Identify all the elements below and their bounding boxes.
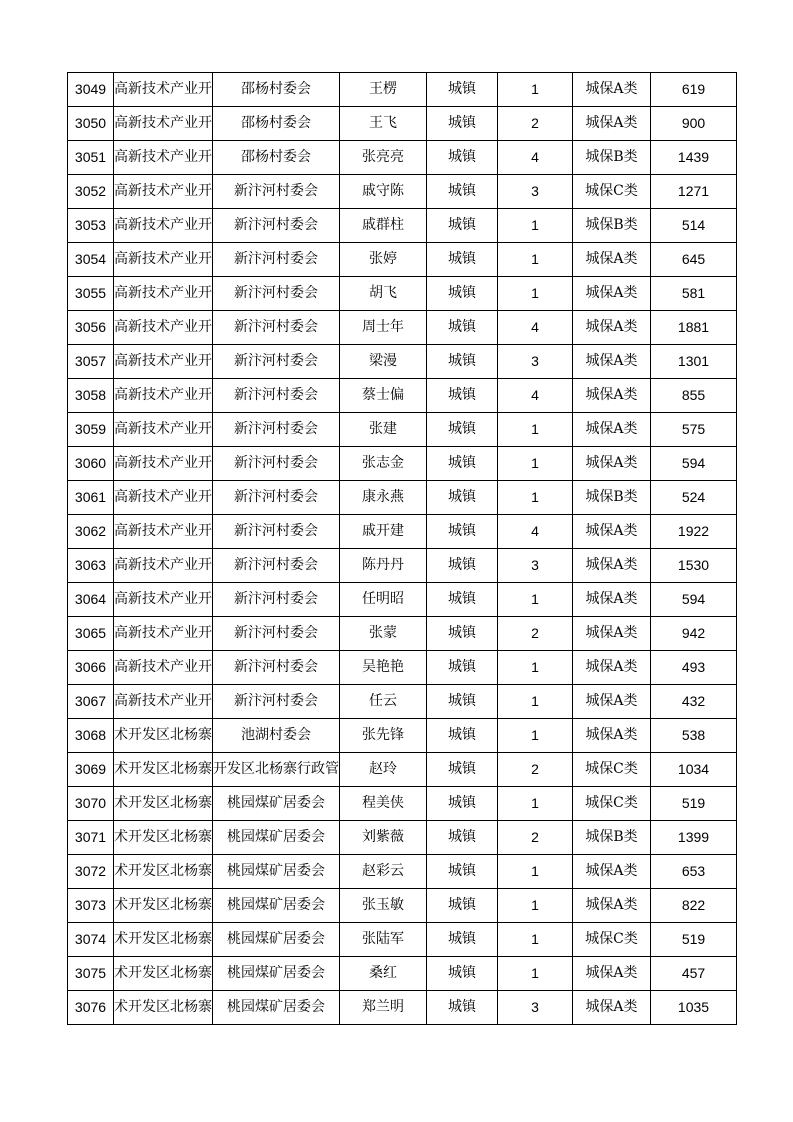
persons-cell: 1 bbox=[498, 685, 573, 719]
village-cell: 新汴河村委会 bbox=[213, 277, 340, 311]
area-cell: 术开发区北杨寨 bbox=[114, 957, 213, 991]
table-row bbox=[68, 345, 737, 379]
table-row bbox=[68, 821, 737, 855]
category-cell: 城保A类 bbox=[573, 889, 651, 923]
name-cell: 赵彩云 bbox=[340, 855, 427, 889]
persons-cell: 1 bbox=[498, 209, 573, 243]
area-cell: 高新技术产业开 bbox=[114, 651, 213, 685]
table-row bbox=[68, 549, 737, 583]
village-cell: 新汴河村委会 bbox=[213, 345, 340, 379]
amount-cell: 653 bbox=[651, 855, 737, 889]
persons-cell: 1 bbox=[498, 73, 573, 107]
type-cell: 城镇 bbox=[427, 515, 498, 549]
amount-cell: 1271 bbox=[651, 175, 737, 209]
persons-cell: 2 bbox=[498, 107, 573, 141]
category-cell: 城保A类 bbox=[573, 413, 651, 447]
table-row bbox=[68, 617, 737, 651]
persons-cell: 2 bbox=[498, 753, 573, 787]
type-cell: 城镇 bbox=[427, 957, 498, 991]
type-cell: 城镇 bbox=[427, 73, 498, 107]
village-cell: 桃园煤矿居委会 bbox=[213, 855, 340, 889]
area-cell: 术开发区北杨寨 bbox=[114, 753, 213, 787]
amount-cell: 514 bbox=[651, 209, 737, 243]
name-cell: 吴艳艳 bbox=[340, 651, 427, 685]
table-row bbox=[68, 243, 737, 277]
category-cell: 城保A类 bbox=[573, 243, 651, 277]
seq-cell: 3050 bbox=[68, 107, 114, 141]
name-cell: 周士年 bbox=[340, 311, 427, 345]
type-cell: 城镇 bbox=[427, 175, 498, 209]
persons-cell: 1 bbox=[498, 719, 573, 753]
seq-cell: 3049 bbox=[68, 73, 114, 107]
amount-cell: 619 bbox=[651, 73, 737, 107]
persons-cell: 1 bbox=[498, 787, 573, 821]
area-cell: 术开发区北杨寨 bbox=[114, 855, 213, 889]
category-cell: 城保A类 bbox=[573, 73, 651, 107]
village-cell: 新汴河村委会 bbox=[213, 685, 340, 719]
category-cell: 城保A类 bbox=[573, 311, 651, 345]
amount-cell: 538 bbox=[651, 719, 737, 753]
table-row bbox=[68, 991, 737, 1025]
type-cell: 城镇 bbox=[427, 447, 498, 481]
persons-cell: 3 bbox=[498, 345, 573, 379]
area-cell: 高新技术产业开 bbox=[114, 617, 213, 651]
category-cell: 城保A类 bbox=[573, 719, 651, 753]
village-cell: 新汴河村委会 bbox=[213, 549, 340, 583]
area-cell: 高新技术产业开 bbox=[114, 141, 213, 175]
area-cell: 术开发区北杨寨 bbox=[114, 821, 213, 855]
table-row bbox=[68, 889, 737, 923]
category-cell: 城保B类 bbox=[573, 209, 651, 243]
table-row bbox=[68, 73, 737, 107]
type-cell: 城镇 bbox=[427, 379, 498, 413]
name-cell: 康永燕 bbox=[340, 481, 427, 515]
name-cell: 王飞 bbox=[340, 107, 427, 141]
seq-cell: 3055 bbox=[68, 277, 114, 311]
persons-cell: 1 bbox=[498, 413, 573, 447]
table-row bbox=[68, 787, 737, 821]
area-cell: 高新技术产业开 bbox=[114, 277, 213, 311]
amount-cell: 594 bbox=[651, 583, 737, 617]
persons-cell: 1 bbox=[498, 651, 573, 685]
seq-cell: 3054 bbox=[68, 243, 114, 277]
table-row bbox=[68, 447, 737, 481]
amount-cell: 900 bbox=[651, 107, 737, 141]
name-cell: 任云 bbox=[340, 685, 427, 719]
type-cell: 城镇 bbox=[427, 651, 498, 685]
seq-cell: 3067 bbox=[68, 685, 114, 719]
table-row bbox=[68, 923, 737, 957]
type-cell: 城镇 bbox=[427, 753, 498, 787]
category-cell: 城保A类 bbox=[573, 549, 651, 583]
seq-cell: 3051 bbox=[68, 141, 114, 175]
village-cell: 新汴河村委会 bbox=[213, 515, 340, 549]
seq-cell: 3057 bbox=[68, 345, 114, 379]
seq-cell: 3052 bbox=[68, 175, 114, 209]
persons-cell: 1 bbox=[498, 923, 573, 957]
category-cell: 城保C类 bbox=[573, 923, 651, 957]
type-cell: 城镇 bbox=[427, 719, 498, 753]
table-row bbox=[68, 311, 737, 345]
village-cell: 桃园煤矿居委会 bbox=[213, 991, 340, 1025]
table-row bbox=[68, 481, 737, 515]
persons-cell: 2 bbox=[498, 617, 573, 651]
persons-cell: 2 bbox=[498, 821, 573, 855]
name-cell: 张陆军 bbox=[340, 923, 427, 957]
category-cell: 城保A类 bbox=[573, 515, 651, 549]
amount-cell: 1922 bbox=[651, 515, 737, 549]
amount-cell: 1530 bbox=[651, 549, 737, 583]
category-cell: 城保A类 bbox=[573, 277, 651, 311]
area-cell: 高新技术产业开 bbox=[114, 515, 213, 549]
name-cell: 戚群柱 bbox=[340, 209, 427, 243]
persons-cell: 3 bbox=[498, 549, 573, 583]
table-row bbox=[68, 651, 737, 685]
category-cell: 城保C类 bbox=[573, 175, 651, 209]
village-cell: 新汴河村委会 bbox=[213, 243, 340, 277]
village-cell: 开发区北杨寨行政管 bbox=[213, 753, 340, 787]
village-cell: 桃园煤矿居委会 bbox=[213, 889, 340, 923]
seq-cell: 3072 bbox=[68, 855, 114, 889]
persons-cell: 1 bbox=[498, 447, 573, 481]
name-cell: 张先锋 bbox=[340, 719, 427, 753]
seq-cell: 3075 bbox=[68, 957, 114, 991]
type-cell: 城镇 bbox=[427, 141, 498, 175]
type-cell: 城镇 bbox=[427, 821, 498, 855]
name-cell: 任明昭 bbox=[340, 583, 427, 617]
village-cell: 邵杨村委会 bbox=[213, 107, 340, 141]
village-cell: 邵杨村委会 bbox=[213, 141, 340, 175]
type-cell: 城镇 bbox=[427, 481, 498, 515]
data-table bbox=[67, 72, 737, 1025]
type-cell: 城镇 bbox=[427, 345, 498, 379]
village-cell: 新汴河村委会 bbox=[213, 209, 340, 243]
village-cell: 新汴河村委会 bbox=[213, 583, 340, 617]
seq-cell: 3053 bbox=[68, 209, 114, 243]
seq-cell: 3071 bbox=[68, 821, 114, 855]
amount-cell: 1035 bbox=[651, 991, 737, 1025]
category-cell: 城保A类 bbox=[573, 957, 651, 991]
category-cell: 城保B类 bbox=[573, 481, 651, 515]
persons-cell: 4 bbox=[498, 379, 573, 413]
amount-cell: 1301 bbox=[651, 345, 737, 379]
type-cell: 城镇 bbox=[427, 549, 498, 583]
type-cell: 城镇 bbox=[427, 923, 498, 957]
seq-cell: 3064 bbox=[68, 583, 114, 617]
seq-cell: 3066 bbox=[68, 651, 114, 685]
seq-cell: 3074 bbox=[68, 923, 114, 957]
amount-cell: 575 bbox=[651, 413, 737, 447]
table-row bbox=[68, 685, 737, 719]
table-row bbox=[68, 719, 737, 753]
amount-cell: 594 bbox=[651, 447, 737, 481]
name-cell: 郑兰明 bbox=[340, 991, 427, 1025]
name-cell: 张志金 bbox=[340, 447, 427, 481]
table-row bbox=[68, 141, 737, 175]
table-row bbox=[68, 107, 737, 141]
name-cell: 张玉敏 bbox=[340, 889, 427, 923]
area-cell: 术开发区北杨寨 bbox=[114, 719, 213, 753]
persons-cell: 4 bbox=[498, 515, 573, 549]
name-cell: 桑红 bbox=[340, 957, 427, 991]
name-cell: 赵玲 bbox=[340, 753, 427, 787]
area-cell: 高新技术产业开 bbox=[114, 413, 213, 447]
village-cell: 桃园煤矿居委会 bbox=[213, 821, 340, 855]
area-cell: 高新技术产业开 bbox=[114, 175, 213, 209]
category-cell: 城保C类 bbox=[573, 787, 651, 821]
area-cell: 高新技术产业开 bbox=[114, 549, 213, 583]
amount-cell: 493 bbox=[651, 651, 737, 685]
seq-cell: 3060 bbox=[68, 447, 114, 481]
area-cell: 术开发区北杨寨 bbox=[114, 889, 213, 923]
area-cell: 高新技术产业开 bbox=[114, 481, 213, 515]
persons-cell: 1 bbox=[498, 481, 573, 515]
area-cell: 高新技术产业开 bbox=[114, 73, 213, 107]
area-cell: 高新技术产业开 bbox=[114, 243, 213, 277]
amount-cell: 457 bbox=[651, 957, 737, 991]
name-cell: 张亮亮 bbox=[340, 141, 427, 175]
village-cell: 桃园煤矿居委会 bbox=[213, 787, 340, 821]
area-cell: 术开发区北杨寨 bbox=[114, 787, 213, 821]
name-cell: 程美侠 bbox=[340, 787, 427, 821]
seq-cell: 3062 bbox=[68, 515, 114, 549]
village-cell: 新汴河村委会 bbox=[213, 447, 340, 481]
village-cell: 邵杨村委会 bbox=[213, 73, 340, 107]
name-cell: 梁漫 bbox=[340, 345, 427, 379]
type-cell: 城镇 bbox=[427, 413, 498, 447]
name-cell: 戚守陈 bbox=[340, 175, 427, 209]
type-cell: 城镇 bbox=[427, 311, 498, 345]
seq-cell: 3070 bbox=[68, 787, 114, 821]
table-row bbox=[68, 209, 737, 243]
seq-cell: 3065 bbox=[68, 617, 114, 651]
seq-cell: 3069 bbox=[68, 753, 114, 787]
category-cell: 城保B类 bbox=[573, 141, 651, 175]
category-cell: 城保A类 bbox=[573, 617, 651, 651]
name-cell: 蔡士偏 bbox=[340, 379, 427, 413]
persons-cell: 1 bbox=[498, 277, 573, 311]
type-cell: 城镇 bbox=[427, 617, 498, 651]
table-row bbox=[68, 379, 737, 413]
table-row bbox=[68, 583, 737, 617]
amount-cell: 519 bbox=[651, 787, 737, 821]
persons-cell: 4 bbox=[498, 311, 573, 345]
amount-cell: 822 bbox=[651, 889, 737, 923]
amount-cell: 581 bbox=[651, 277, 737, 311]
area-cell: 高新技术产业开 bbox=[114, 447, 213, 481]
name-cell: 王楞 bbox=[340, 73, 427, 107]
type-cell: 城镇 bbox=[427, 277, 498, 311]
seq-cell: 3059 bbox=[68, 413, 114, 447]
category-cell: 城保A类 bbox=[573, 583, 651, 617]
area-cell: 高新技术产业开 bbox=[114, 583, 213, 617]
seq-cell: 3056 bbox=[68, 311, 114, 345]
type-cell: 城镇 bbox=[427, 107, 498, 141]
area-cell: 术开发区北杨寨 bbox=[114, 991, 213, 1025]
village-cell: 新汴河村委会 bbox=[213, 311, 340, 345]
category-cell: 城保B类 bbox=[573, 821, 651, 855]
type-cell: 城镇 bbox=[427, 243, 498, 277]
amount-cell: 1881 bbox=[651, 311, 737, 345]
seq-cell: 3063 bbox=[68, 549, 114, 583]
table-row bbox=[68, 957, 737, 991]
seq-cell: 3061 bbox=[68, 481, 114, 515]
category-cell: 城保C类 bbox=[573, 753, 651, 787]
category-cell: 城保A类 bbox=[573, 685, 651, 719]
seq-cell: 3068 bbox=[68, 719, 114, 753]
area-cell: 高新技术产业开 bbox=[114, 209, 213, 243]
village-cell: 新汴河村委会 bbox=[213, 413, 340, 447]
persons-cell: 1 bbox=[498, 855, 573, 889]
seq-cell: 3073 bbox=[68, 889, 114, 923]
category-cell: 城保A类 bbox=[573, 107, 651, 141]
area-cell: 高新技术产业开 bbox=[114, 107, 213, 141]
category-cell: 城保A类 bbox=[573, 447, 651, 481]
area-cell: 高新技术产业开 bbox=[114, 685, 213, 719]
village-cell: 新汴河村委会 bbox=[213, 481, 340, 515]
name-cell: 张建 bbox=[340, 413, 427, 447]
table-row bbox=[68, 413, 737, 447]
category-cell: 城保A类 bbox=[573, 651, 651, 685]
persons-cell: 1 bbox=[498, 243, 573, 277]
amount-cell: 519 bbox=[651, 923, 737, 957]
village-cell: 新汴河村委会 bbox=[213, 379, 340, 413]
table-row bbox=[68, 515, 737, 549]
amount-cell: 855 bbox=[651, 379, 737, 413]
amount-cell: 645 bbox=[651, 243, 737, 277]
seq-cell: 3076 bbox=[68, 991, 114, 1025]
village-cell: 桃园煤矿居委会 bbox=[213, 923, 340, 957]
category-cell: 城保A类 bbox=[573, 855, 651, 889]
persons-cell: 1 bbox=[498, 889, 573, 923]
amount-cell: 432 bbox=[651, 685, 737, 719]
name-cell: 张蒙 bbox=[340, 617, 427, 651]
name-cell: 陈丹丹 bbox=[340, 549, 427, 583]
type-cell: 城镇 bbox=[427, 685, 498, 719]
category-cell: 城保A类 bbox=[573, 379, 651, 413]
village-cell: 新汴河村委会 bbox=[213, 617, 340, 651]
table-row bbox=[68, 277, 737, 311]
table-row bbox=[68, 855, 737, 889]
type-cell: 城镇 bbox=[427, 209, 498, 243]
persons-cell: 3 bbox=[498, 991, 573, 1025]
table-row bbox=[68, 753, 737, 787]
type-cell: 城镇 bbox=[427, 855, 498, 889]
area-cell: 术开发区北杨寨 bbox=[114, 923, 213, 957]
village-cell: 新汴河村委会 bbox=[213, 175, 340, 209]
village-cell: 桃园煤矿居委会 bbox=[213, 957, 340, 991]
village-cell: 池湖村委会 bbox=[213, 719, 340, 753]
seq-cell: 3058 bbox=[68, 379, 114, 413]
village-cell: 新汴河村委会 bbox=[213, 651, 340, 685]
name-cell: 胡飞 bbox=[340, 277, 427, 311]
table-body bbox=[68, 73, 737, 1025]
name-cell: 戚开建 bbox=[340, 515, 427, 549]
table-row bbox=[68, 175, 737, 209]
name-cell: 张婷 bbox=[340, 243, 427, 277]
type-cell: 城镇 bbox=[427, 583, 498, 617]
type-cell: 城镇 bbox=[427, 991, 498, 1025]
persons-cell: 1 bbox=[498, 583, 573, 617]
category-cell: 城保A类 bbox=[573, 991, 651, 1025]
name-cell: 刘紫薇 bbox=[340, 821, 427, 855]
category-cell: 城保A类 bbox=[573, 345, 651, 379]
persons-cell: 3 bbox=[498, 175, 573, 209]
persons-cell: 1 bbox=[498, 957, 573, 991]
area-cell: 高新技术产业开 bbox=[114, 379, 213, 413]
persons-cell: 4 bbox=[498, 141, 573, 175]
amount-cell: 524 bbox=[651, 481, 737, 515]
type-cell: 城镇 bbox=[427, 787, 498, 821]
area-cell: 高新技术产业开 bbox=[114, 345, 213, 379]
area-cell: 高新技术产业开 bbox=[114, 311, 213, 345]
amount-cell: 1399 bbox=[651, 821, 737, 855]
type-cell: 城镇 bbox=[427, 889, 498, 923]
amount-cell: 1439 bbox=[651, 141, 737, 175]
amount-cell: 942 bbox=[651, 617, 737, 651]
amount-cell: 1034 bbox=[651, 753, 737, 787]
